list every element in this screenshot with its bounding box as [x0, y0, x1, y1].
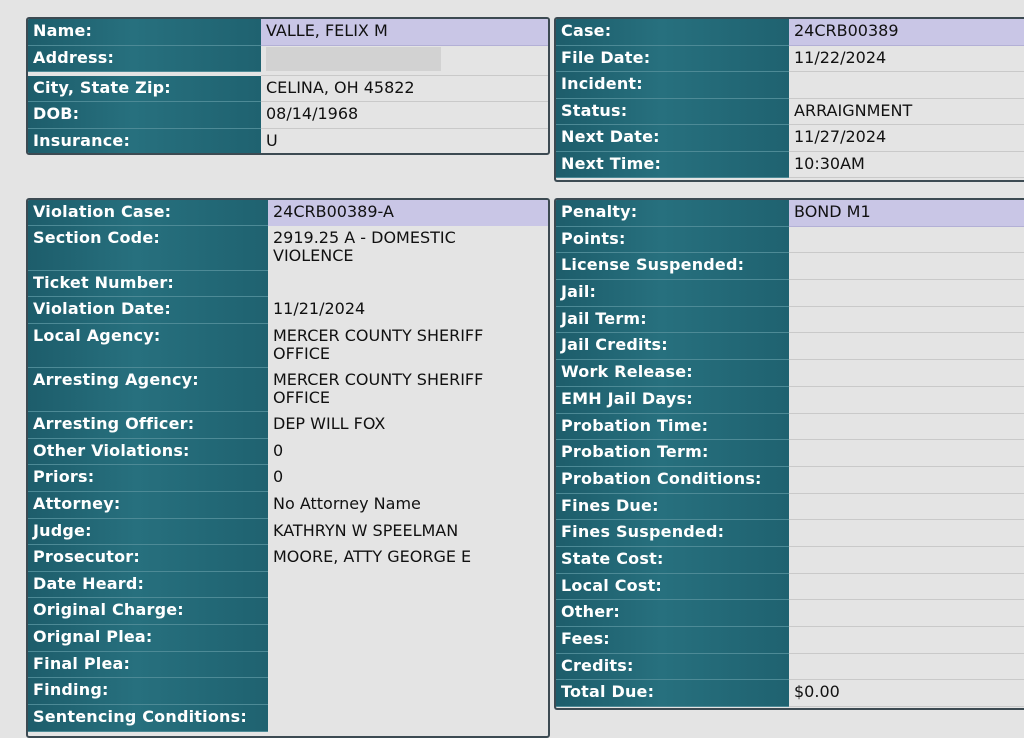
violation-row [28, 705, 548, 732]
penalty-label: Jail: [556, 280, 789, 307]
file-date-row [556, 46, 1024, 73]
penalty-label: Local Cost: [556, 574, 789, 601]
case-panel [554, 17, 1024, 182]
penalty-value [789, 280, 1024, 307]
violation-label: Finding: [28, 678, 268, 705]
name-value: VALLE, FELIX M [261, 19, 548, 46]
incident-value [789, 72, 1024, 99]
penalty-row [556, 200, 1024, 227]
violation-label: Ticket Number: [28, 271, 268, 297]
penalty-label: Fees: [556, 627, 789, 654]
violation-row [28, 678, 548, 705]
total-due-value: $0.00 [789, 680, 1024, 707]
penalty-value [789, 600, 1024, 627]
penalty-row [556, 627, 1024, 654]
violation-value: 0 [273, 441, 284, 460]
violation-label: Priors: [28, 465, 268, 492]
penalty-row [556, 467, 1024, 494]
violation-row [28, 598, 548, 625]
violation-value: KATHRYN W SPEELMAN [273, 521, 459, 540]
penalty-label: Probation Time: [556, 414, 789, 441]
penalty-row [556, 253, 1024, 280]
violation-label: Sentencing Conditions: [28, 705, 268, 732]
violation-row [28, 519, 548, 545]
violation-value [268, 652, 548, 678]
next-time-row [556, 152, 1024, 179]
penalty-label: State Cost: [556, 547, 789, 574]
violation-row [28, 652, 548, 678]
name-label: Name: [28, 19, 261, 46]
penalty-label: Probation Term: [556, 440, 789, 467]
penalty-value [789, 253, 1024, 280]
penalty-value [789, 440, 1024, 467]
penalty-value [789, 467, 1024, 494]
penalty-value [789, 333, 1024, 360]
status-row [556, 99, 1024, 126]
penalty-row [556, 227, 1024, 254]
violation-row [28, 271, 548, 297]
penalty-row [556, 520, 1024, 547]
violation-row [28, 226, 548, 271]
penalty-row [556, 414, 1024, 441]
penalty-value: BOND M1 [789, 200, 1024, 227]
case-value: 24CRB00389 [789, 19, 1024, 46]
violation-value: No Attorney Name [273, 494, 421, 513]
city-row [28, 76, 548, 103]
penalty-label: Credits: [556, 654, 789, 681]
violation-value: 2919.25 A - DOMESTIC VIOLENCE [273, 228, 456, 265]
penalty-row [556, 547, 1024, 574]
case-label: Case: [556, 19, 789, 46]
name-row [28, 19, 548, 46]
violation-label: Judge: [28, 519, 268, 545]
violation-row [28, 200, 548, 226]
incident-row [556, 72, 1024, 99]
penalty-label: Jail Credits: [556, 333, 789, 360]
violation-row [28, 412, 548, 439]
violation-value: 11/21/2024 [273, 299, 366, 318]
penalty-label: EMH Jail Days: [556, 387, 789, 414]
next-time-value: 10:30AM [789, 152, 1024, 179]
next-time-label: Next Time: [556, 152, 789, 179]
violation-row [28, 297, 548, 324]
penalty-label: Work Release: [556, 360, 789, 387]
penalty-row [556, 654, 1024, 681]
violation-value: MOORE, ATTY GEORGE E [273, 547, 472, 566]
penalty-value [789, 547, 1024, 574]
violation-row [28, 492, 548, 519]
violation-row [28, 439, 548, 465]
address-label: Address: [28, 46, 261, 73]
penalty-value [789, 654, 1024, 681]
penalty-value [789, 574, 1024, 601]
penalty-value [789, 627, 1024, 654]
violation-row [28, 465, 548, 492]
violation-value: MERCER COUNTY SHERIFF OFFICE [273, 370, 484, 407]
violation-row [28, 572, 548, 598]
penalty-row [556, 307, 1024, 334]
violation-panel [26, 198, 550, 738]
penalty-value [789, 414, 1024, 441]
violation-value [268, 598, 548, 625]
penalty-value [789, 307, 1024, 334]
violation-label: Arresting Agency: [28, 368, 268, 412]
violation-label: Final Plea: [28, 652, 268, 678]
next-date-row [556, 125, 1024, 152]
violation-value [268, 705, 548, 732]
violation-label: Orignal Plea: [28, 625, 268, 652]
address-redaction [266, 47, 441, 71]
status-label: Status: [556, 99, 789, 126]
dob-label: DOB: [28, 102, 261, 129]
violation-label: Original Charge: [28, 598, 268, 625]
file-date-value: 11/22/2024 [789, 46, 1024, 73]
dob-row [28, 102, 548, 129]
violation-label: Attorney: [28, 492, 268, 519]
violation-label: Prosecutor: [28, 545, 268, 572]
penalty-row [556, 333, 1024, 360]
penalty-row [556, 360, 1024, 387]
incident-label: Incident: [556, 72, 789, 99]
penalty-row [556, 680, 1024, 707]
next-date-value: 11/27/2024 [789, 125, 1024, 152]
address-value [261, 46, 548, 76]
penalty-label: Probation Conditions: [556, 467, 789, 494]
defendant-panel [26, 17, 550, 155]
penalty-row [556, 494, 1024, 521]
violation-label: Date Heard: [28, 572, 268, 598]
violation-value [268, 678, 548, 705]
status-value: ARRAIGNMENT [789, 99, 1024, 126]
penalty-label: Penalty: [556, 200, 789, 227]
penalty-value [789, 520, 1024, 547]
case-row [556, 19, 1024, 46]
violation-label: Other Violations: [28, 439, 268, 465]
penalty-label: License Suspended: [556, 253, 789, 280]
insurance-label: Insurance: [28, 129, 261, 156]
next-date-label: Next Date: [556, 125, 789, 152]
penalty-row [556, 600, 1024, 627]
violation-label: Violation Case: [28, 200, 268, 226]
address-row [28, 46, 548, 76]
violation-value [268, 625, 548, 652]
dob-value: 08/14/1968 [261, 102, 548, 129]
penalty-value [789, 360, 1024, 387]
violation-label: Local Agency: [28, 324, 268, 368]
penalty-row [556, 574, 1024, 601]
penalty-label: Jail Term: [556, 307, 789, 334]
violation-value [268, 572, 548, 598]
violation-row [28, 368, 548, 412]
penalty-label: Fines Suspended: [556, 520, 789, 547]
violation-label: Section Code: [28, 226, 268, 271]
city-value: CELINA, OH 45822 [261, 76, 548, 103]
violation-value: 0 [273, 467, 284, 486]
city-label: City, State Zip: [28, 76, 261, 103]
violation-value: DEP WILL FOX [273, 414, 386, 433]
penalty-label: Points: [556, 227, 789, 254]
violation-row [28, 545, 548, 572]
insurance-row [28, 129, 548, 156]
penalty-label: Other: [556, 600, 789, 627]
penalty-value [789, 387, 1024, 414]
penalty-panel [554, 198, 1024, 710]
penalty-row [556, 440, 1024, 467]
file-date-label: File Date: [556, 46, 789, 73]
penalty-row [556, 280, 1024, 307]
violation-row [28, 324, 548, 368]
penalty-row [556, 387, 1024, 414]
violation-row [28, 625, 548, 652]
violation-value: 24CRB00389-A [268, 200, 548, 226]
penalty-value [789, 494, 1024, 521]
violation-value [268, 271, 548, 297]
penalty-label: Fines Due: [556, 494, 789, 521]
violation-label: Arresting Officer: [28, 412, 268, 439]
insurance-value: U [261, 129, 548, 156]
violation-value: MERCER COUNTY SHERIFF OFFICE [273, 326, 484, 363]
total-due-label: Total Due: [556, 680, 789, 707]
violation-label: Violation Date: [28, 297, 268, 324]
penalty-value [789, 227, 1024, 254]
